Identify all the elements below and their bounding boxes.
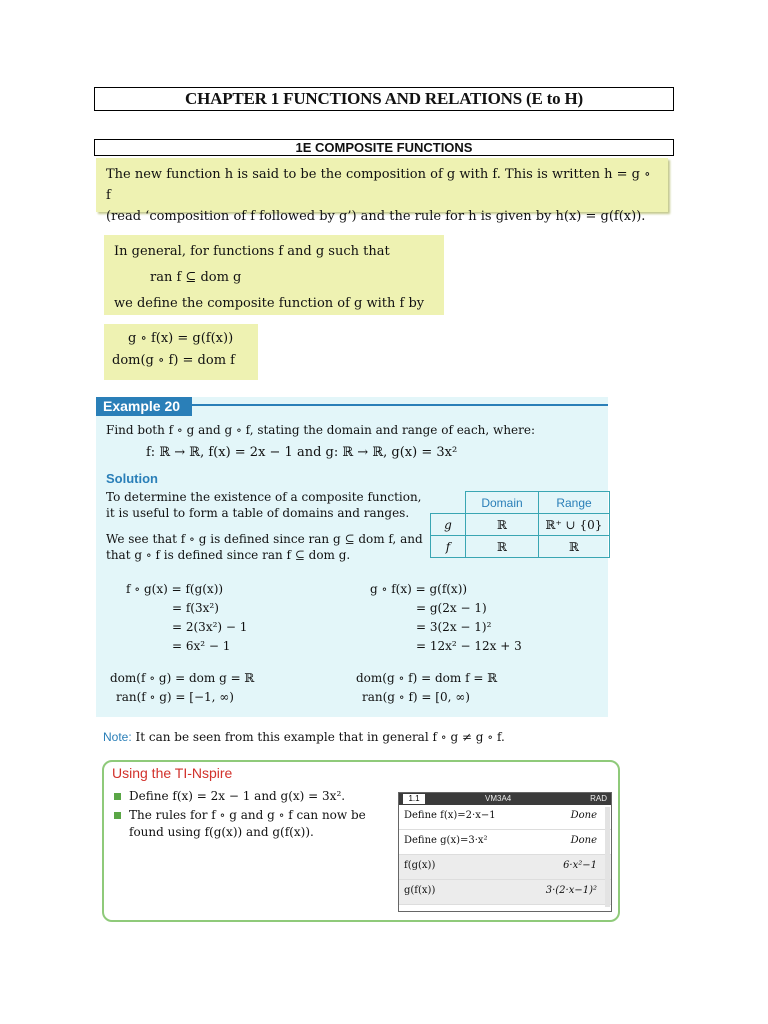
working-line: = 12x² − 12x + 3 [416, 639, 522, 653]
example-label: Example 20 [96, 397, 192, 416]
fg-range: ran(f ∘ g) = [−1, ∞) [116, 690, 234, 704]
calculator-output: Done [570, 835, 597, 846]
definition-line-1: The new function h is said to be the composition of g with f. This is written h = g ∘ f [106, 167, 651, 203]
ti-nspire-title: Using the TI-Nspire [112, 765, 233, 781]
calculator-mode: VM3A4 [485, 794, 512, 803]
table-row [431, 514, 610, 536]
calculator-angle-mode: RAD [590, 794, 607, 803]
example-header-rule [192, 404, 608, 406]
gf-range: ran(g ∘ f) = [0, ∞) [362, 690, 470, 704]
example-prompt: Find both f ∘ g and g ∘ f, stating the domain and range of each, where: [106, 423, 536, 437]
calculator-tab: 1.1 [403, 794, 425, 804]
general-line-3: we define the composite function of g with f by [114, 296, 425, 311]
list-item: The rules for f ∘ g and g ∘ f can now be found using f(g(x)) and g(f(x)). [112, 807, 382, 841]
calculator-input: Define f(x)=2·x−1 [404, 810, 496, 821]
note [103, 730, 505, 744]
general-line-1: In general, for functions f and g such that [114, 244, 390, 259]
f-of-g-domain-range [110, 669, 350, 707]
g-of-f-domain-range [356, 669, 596, 707]
f-of-g-working [126, 580, 356, 656]
table-cell-domain: ℝ [466, 536, 539, 558]
calculator-row [399, 805, 611, 830]
table-header-row [431, 492, 610, 514]
table-header-range: Range [539, 492, 610, 514]
calculator-output: Done [570, 810, 597, 821]
table-cell-function: g [431, 514, 466, 536]
note-text: It can be seen from this example that in general f ∘ g ≠ g ∘ f. [135, 730, 505, 744]
working-line: g ∘ f(x) = g(f(x)) [370, 582, 468, 596]
composite-formula-box [104, 324, 258, 380]
working-line: = 2(3x²) − 1 [172, 620, 248, 634]
list-item: Define f(x) = 2x − 1 and g(x) = 3x². [112, 788, 382, 805]
calculator-row [399, 880, 611, 905]
solution-label: Solution [106, 471, 158, 486]
table-cell-range: ℝ⁺ ∪ {0} [539, 514, 610, 536]
general-definition-box [104, 235, 444, 315]
note-label: Note: [103, 730, 132, 744]
calculator-row [399, 830, 611, 855]
g-of-f-working [370, 580, 600, 656]
calculator-screen [398, 792, 612, 912]
example-function-definitions: f: ℝ → ℝ, f(x) = 2x − 1 and g: ℝ → ℝ, g(x) = 3x² [146, 445, 458, 460]
ti-nspire-instructions [112, 788, 382, 843]
calculator-input: g(f(x)) [404, 885, 436, 896]
calculator-output: 6·x²−1 [563, 860, 597, 871]
calculator-input: Define g(x)=3·x² [404, 835, 488, 846]
general-line-2: ran f ⊆ dom g [150, 270, 242, 285]
chapter-title: CHAPTER 1 FUNCTIONS AND RELATIONS (E to H) [94, 87, 674, 111]
calculator-input: f(g(x)) [404, 860, 436, 871]
solution-text-2: We see that f ∘ g is defined since ran g ⊆ dom f, and that g ∘ f is defined since ran f ⊆ dom g. [106, 532, 423, 562]
definition-box [96, 158, 668, 224]
calculator-status-bar [399, 793, 611, 805]
table-header-domain: Domain [466, 492, 539, 514]
table-row [431, 536, 610, 558]
fg-domain: dom(f ∘ g) = dom g = ℝ [110, 671, 255, 685]
table-corner [431, 492, 466, 514]
solution-text-1: To determine the existence of a composite function, it is useful to form a table of domains and ranges. [106, 490, 422, 520]
calculator-scrollbar [605, 807, 610, 907]
gf-domain: dom(g ∘ f) = dom f = ℝ [356, 671, 498, 685]
table-cell-function: f [431, 536, 466, 558]
definition-line-2: (read ‘composition of f followed by g’) and the rule for h is given by h(x) = g(f(x)). [106, 209, 646, 224]
working-line: f ∘ g(x) = f(g(x)) [126, 582, 224, 596]
calculator-row [399, 855, 611, 880]
section-title: 1E COMPOSITE FUNCTIONS [94, 139, 674, 156]
working-line: = f(3x²) [172, 601, 219, 615]
formula-line-1: g ∘ f(x) = g(f(x)) [128, 331, 234, 346]
table-cell-domain: ℝ [466, 514, 539, 536]
calculator-output: 3·(2·x−1)² [545, 885, 597, 896]
working-line: = 3(2x − 1)² [416, 620, 492, 634]
working-line: = g(2x − 1) [416, 601, 487, 615]
formula-line-2: dom(g ∘ f) = dom f [112, 353, 235, 368]
table-cell-range: ℝ [539, 536, 610, 558]
domain-range-table [430, 491, 610, 558]
working-line: = 6x² − 1 [172, 639, 231, 653]
